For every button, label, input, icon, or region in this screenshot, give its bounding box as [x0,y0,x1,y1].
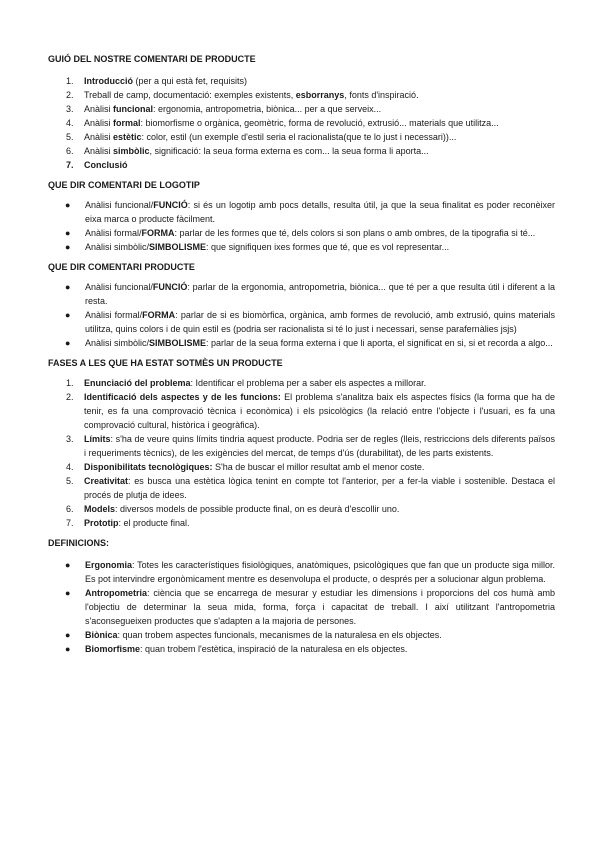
list-item: ● Anàlisi funcional/FUNCIÓ: si és un logotip amb pocs detalls, resulta útil, ja que la seua finalitat es poder reconèixer eixa marca o producte fàcilment. [65,200,555,224]
list-item: 1. Introducció (per a qui està fet, requisits) [66,76,248,86]
page-title: GUIÓ DEL NOSTRE COMENTARI DE PRODUCTE [48,54,256,64]
section-heading-logo: QUE DIR COMENTARI DE LOGOTIP [48,180,200,190]
list-item: 6. Models: diversos models de possible producte final, on es deurà d'escollir uno. [66,504,400,514]
bullet-icon: ● [65,310,71,320]
bullet-icon: ● [65,282,71,292]
list-item: 5. Anàlisi estètic: color, estil (un exemple d'estil seria el racionalista(que te lo just i necessari))... [66,132,457,142]
list-item: 6. Anàlisi simbòlic, significació: la seua forma externa es com... la seua forma li aporta... [66,146,429,156]
section-heading-product: QUE DIR COMENTARI PRODUCTE [48,262,195,272]
phases-list [48,376,555,530]
bullet-icon: ● [65,588,71,598]
list-item: 2. Identificació dels aspectes y de les funcions: El problema s'analitza baix els aspectes físics (la forma que ha de tenir, es fa una comprovació tècnica i econòmica) i els psicològics (la relació entre l'objecte i l'usuari, es fa una comprovació cultural, històrica i geogràfica). [66,392,555,430]
list-item: 7. Prototip: el producte final. [66,518,190,528]
bullet-icon: ● [65,630,71,640]
guide-list [48,74,555,172]
list-item: ● Antropometria: ciència que se encarrega de mesurar y estudiar les dimensions i proporcions del cos humà amb l'objectiu de determinar la seua mida, forma, força i capacitat de treball. I així utilitzant l'antropometria s'aconsegueixen productes que s'adapten a la majoria de persones. [65,588,555,626]
list-item: 1. Enunciació del problema: Identificar el problema per a saber els aspectes a millorar. [66,378,427,388]
list-item: 7. Conclusió [66,160,128,170]
list-item: ● Anàlisi simbòlic/SIMBOLISME: que signifiquen ixes formes que té, que es vol representar... [65,242,450,252]
list-item: ● Anàlisi formal/FORMA: parlar de les formes que té, dels colors si son plans o amb ombres, de la tipografia si té... [65,228,536,238]
list-item: 4. Disponibilitats tecnològiques: S'ha de buscar el millor resultat amb el menor coste. [66,462,425,472]
list-item: ● Biònica: quan trobem aspectes funcionals, mecanismes de la naturalesa en els objectes. [65,630,442,640]
list-item: ● Anàlisi formal/FORMA: parlar de si es biomòrfica, orgànica, amb formes de revolució, amb extrusió, quins materials utilitza, quins colors i de quin estil es (podria ser racionalista si té lo just i necessari, sense parafernàlies jsjs) [65,310,555,334]
list-item: 4. Anàlisi formal: biomorfisme o orgànica, geomètric, forma de revolució, extrusió... materials que utilitza... [66,118,499,128]
bullet-icon: ● [65,200,71,210]
list-item: 5. Creativitat: es busca una estètica lògica tenint en compte tot l'anterior, per a fer-la viable i sostenible. Destaca el procés de plutja de idees. [66,476,555,500]
list-item: 3. Anàlisi funcional: ergonomia, antropometria, biònica... per a que serveix... [66,104,382,114]
list-item: ● Anàlisi simbòlic/SIMBOLISME: parlar de la seua forma externa i que li aporta, el significat en si, si et recorda a algo... [65,338,553,348]
list-item: ● Biomorfisme: quan trobem l'estètica, inspiració de la naturalesa en els objectes. [65,644,408,654]
logo-list [48,198,555,254]
list-item: 2. Treball de camp, documentació: exemples existents, esborranys, fonts d'inspiració. [66,90,419,100]
bullet-icon: ● [65,560,71,570]
section-heading-definitions: DEFINICIONS: [48,538,110,548]
list-item: 3. Límits: s'ha de veure quins límits tindria aquest producte. Podria ser de regles (lleis, restriccions dels diferents països i requeriments tècnics), de les exigències del mercat, de temps d'ús (durabilitat), de les parts existents. [66,434,555,458]
bullet-icon: ● [65,338,71,348]
list-item: ● Anàlisi funcional/FUNCIÓ: parlar de la ergonomia, antropometria, biònica... que té per a que resulta útil i diferent a la resta. [65,282,555,306]
list-item: ● Ergonomia: Totes les característiques fisiològiques, anatòmiques, psicològiques que fan que un producte siga millor. Es pot intervindre ergonòmicament mentre es desenvolupa el producte, o després per a solucionar algun problema. [65,560,555,584]
bullet-icon: ● [65,242,71,252]
document-page [48,52,555,656]
section-heading-phases: FASES A LES QUE HA ESTAT SOTMÈS UN PRODUCTE [48,358,283,368]
definitions-list [48,558,555,656]
bullet-icon: ● [65,228,71,238]
product-list [48,280,555,350]
bullet-icon: ● [65,644,71,654]
